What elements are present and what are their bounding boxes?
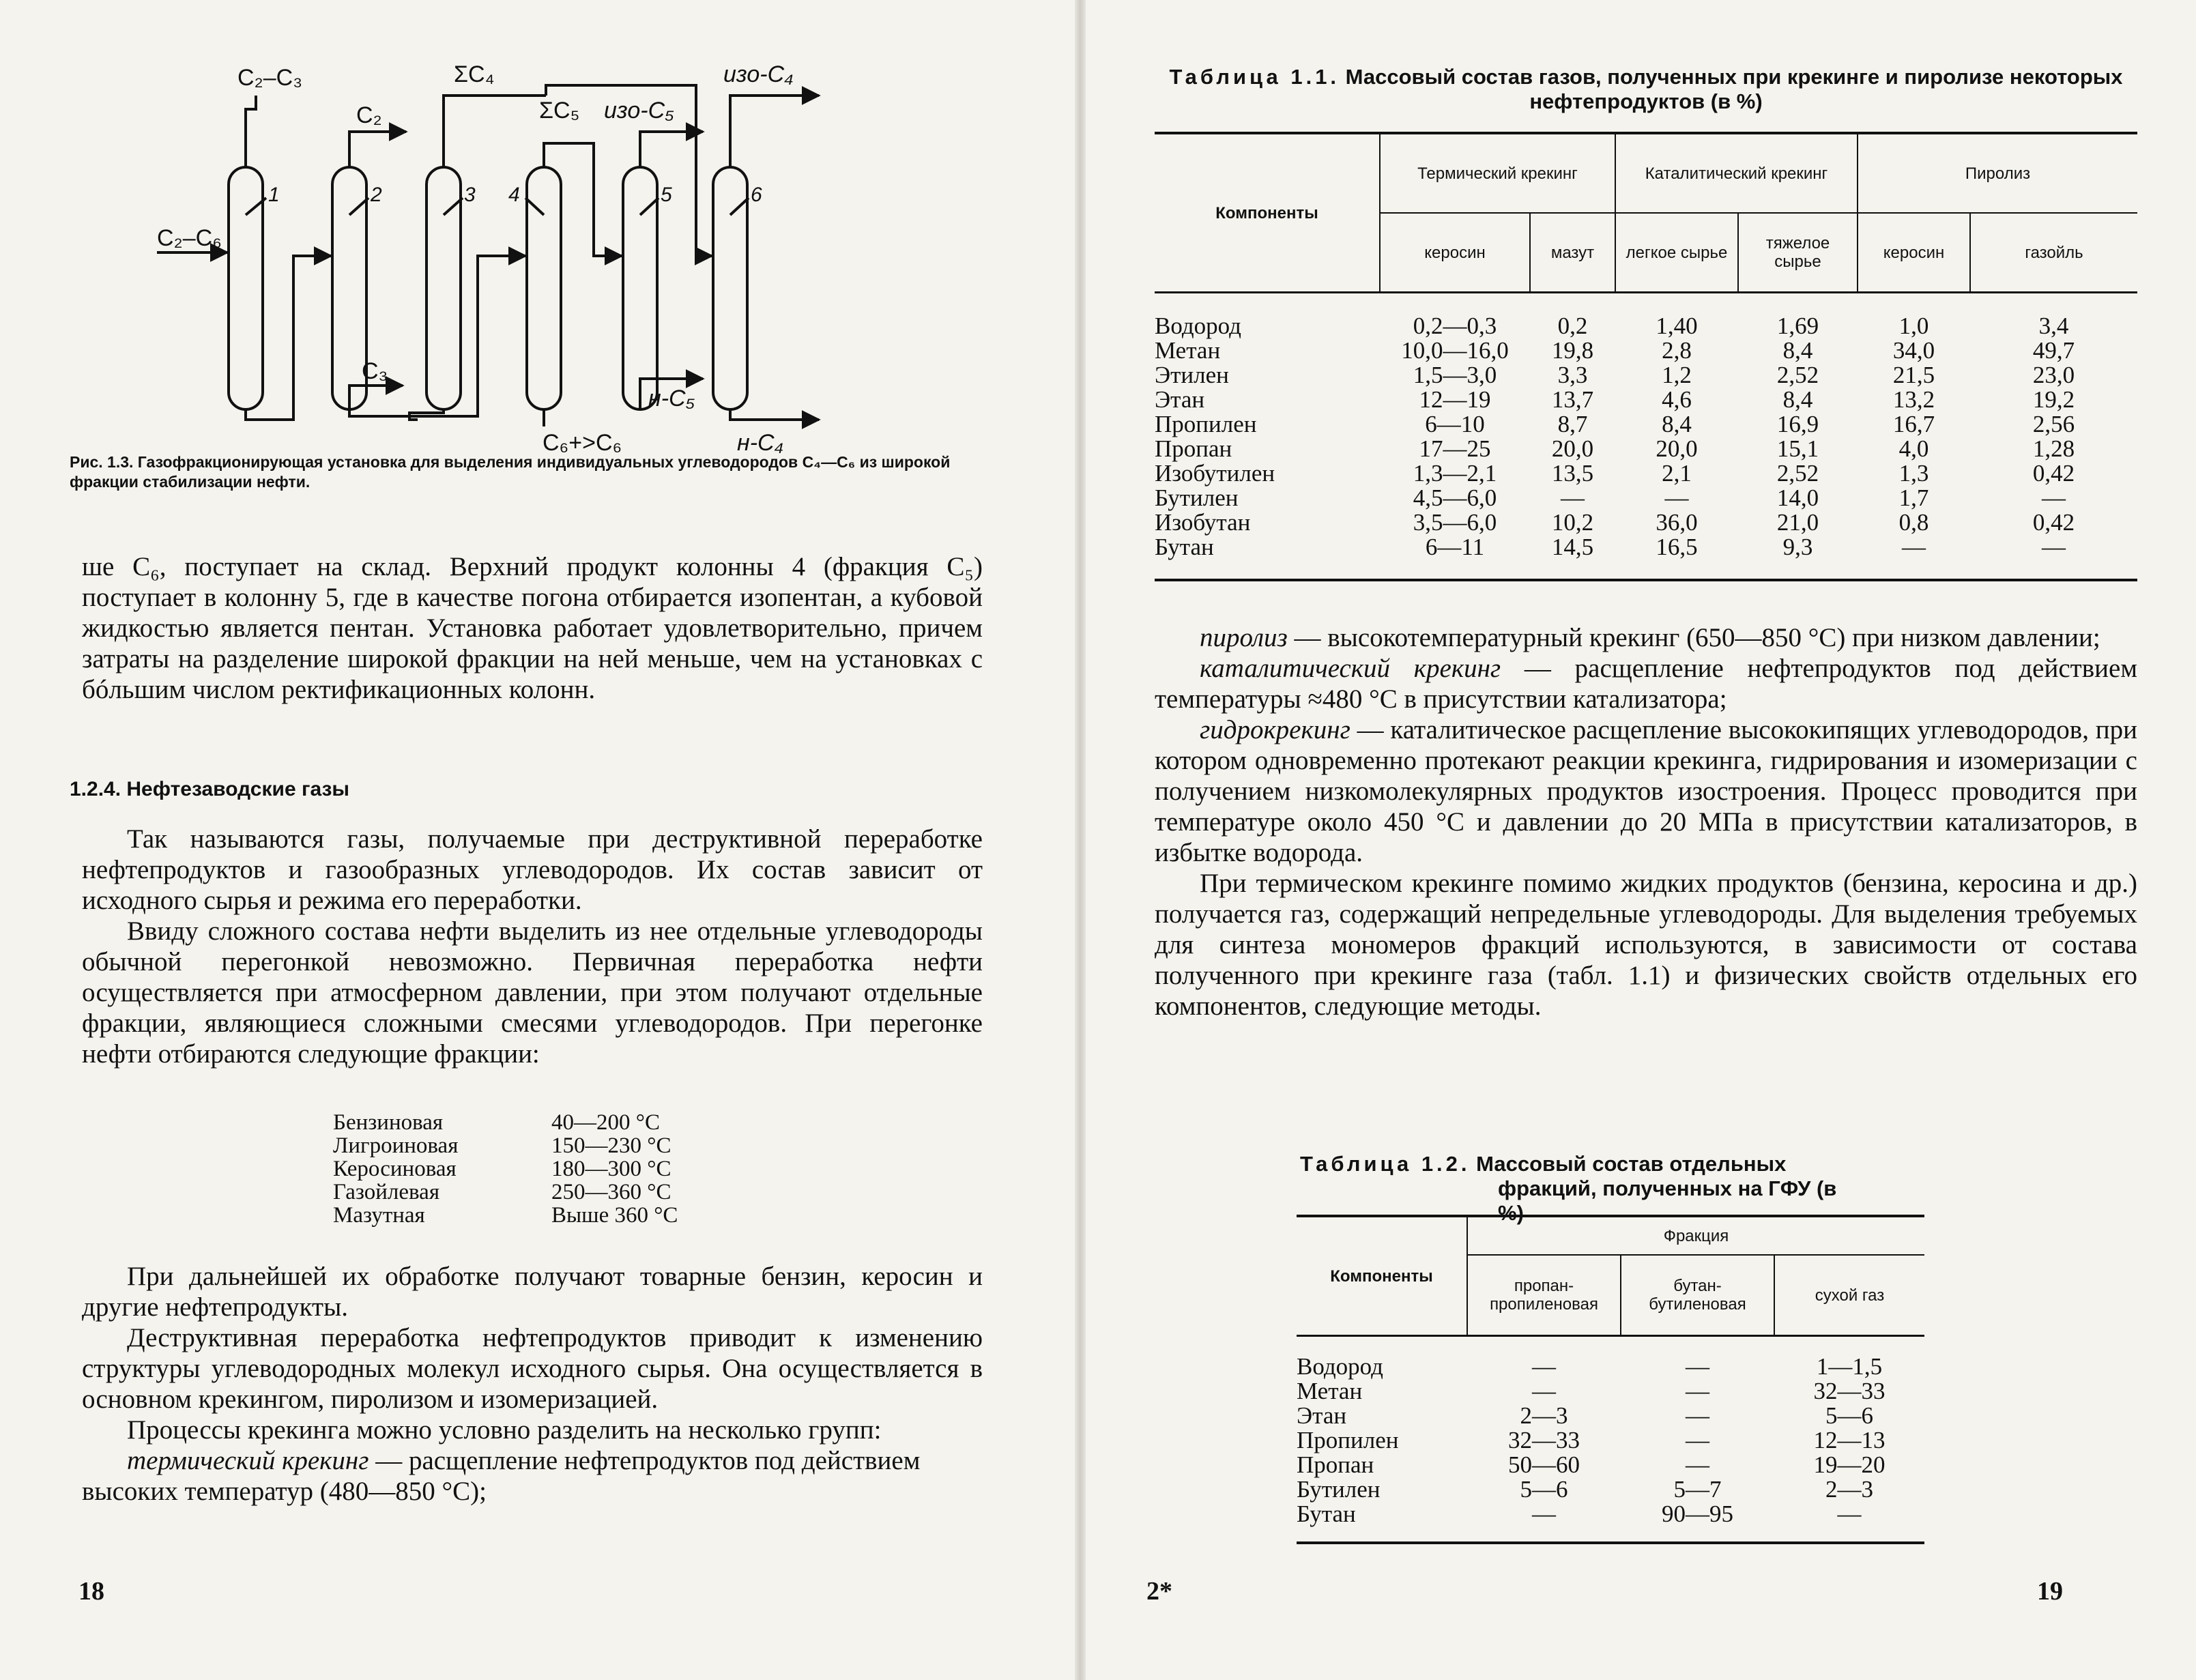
table2-component-cell: Бутан <box>1297 1502 1467 1543</box>
table1-value-cell: 1,0 <box>1898 313 1929 339</box>
term-catalytic-cracking: каталитический крекинг <box>1200 654 1501 683</box>
column-number-4: 4 <box>508 184 520 206</box>
table1-value-cell: 10,0—16,0 <box>1401 337 1509 364</box>
table-2-subheader: пропан-пропиленовая <box>1467 1255 1621 1336</box>
table2-value-cell: 1—1,5 <box>1816 1353 1883 1380</box>
table-1-caption <box>1155 65 2137 114</box>
table1-value-cell: — <box>1970 535 2137 580</box>
table1-row <box>1155 412 2137 437</box>
fraction-range: 250—360 °C <box>551 1180 671 1204</box>
table1-value-cell: 1,69 <box>1776 313 1819 339</box>
table1-value-cell: — <box>1561 484 1585 511</box>
table-1-label: Таблица 1.1. <box>1169 65 1340 89</box>
table2-row <box>1297 1453 1924 1477</box>
label-c2-c3: C₂–C₃ <box>237 65 303 91</box>
term-pyrolysis: пиролиз <box>1200 623 1288 652</box>
table1-component-cell: Метан <box>1155 337 1221 364</box>
table1-value-cell: 1,40 <box>1656 313 1698 339</box>
table-1-header-catalytic: Каталитический крекинг <box>1615 133 1858 213</box>
table1-component-cell: Этан <box>1155 386 1205 413</box>
figure-1-3-diagram <box>136 58 873 457</box>
table1-value-cell: 2,52 <box>1776 362 1819 388</box>
table1-value-cell: 19,8 <box>1551 337 1594 364</box>
fraction-name: Мазутная <box>333 1203 425 1228</box>
table-2-title-line1: Массовый состав отдельных <box>1476 1152 1787 1176</box>
label-n-c4: н-C₄ <box>737 430 784 456</box>
table2-value-cell: 2—3 <box>1825 1476 1873 1503</box>
table-1-subheader: керосин <box>1380 213 1530 293</box>
table1-value-cell: 1,5—3,0 <box>1413 362 1497 388</box>
right-page <box>1092 0 2196 1680</box>
table1-component-cell: Этилен <box>1155 362 1229 388</box>
table1-value-cell: 2,52 <box>1776 460 1819 487</box>
table-1-header-component: Компоненты <box>1155 133 1380 293</box>
table-2-subheader: сухой газ <box>1815 1286 1885 1305</box>
table1-value-cell: 0,2—0,3 <box>1413 313 1497 339</box>
fraction-name: Бензиновая <box>333 1110 444 1135</box>
table2-value-cell: — <box>1686 1378 1709 1404</box>
table1-value-cell: 1,3 <box>1898 460 1929 487</box>
definition-hydrocracking: — каталитическое расщепление высококипящих углеводородов, при котором одновременно протекают реакции крекинга, гидрирования и изомеризации с получением низкомолекулярных продуктов изостроения. Процесс проводится при температуре около 450 °C и давлении до 20 МПа в присутствии катализаторов, в избытке водорода. <box>1155 715 2137 867</box>
fraction-name: Керосиновая <box>333 1157 457 1181</box>
table2-row <box>1297 1336 1924 1380</box>
table1-row <box>1155 363 2137 388</box>
table1-value-cell: 16,7 <box>1892 411 1935 437</box>
table1-value-cell: 0,2 <box>1557 313 1588 339</box>
table1-value-cell: 3,3 <box>1557 362 1588 388</box>
table1-value-cell: 6—10 <box>1425 411 1485 437</box>
section-title: 1.2.4. Нефтезаводские газы <box>70 778 350 800</box>
table-1-header-thermal: Термический крекинг <box>1380 133 1615 213</box>
table1-row <box>1155 510 2137 535</box>
table2-value-cell: — <box>1686 1353 1709 1380</box>
table-1-subheader: легкое сырье <box>1615 213 1738 293</box>
table2-value-cell: 90—95 <box>1621 1502 1774 1543</box>
table1-value-cell: 8,7 <box>1557 411 1588 437</box>
fraction-name: Лигроиновая <box>333 1133 459 1158</box>
table1-value-cell: 13,2 <box>1892 386 1935 413</box>
table2-component-cell: Пропилен <box>1297 1427 1399 1453</box>
label-sum-c5: ΣC₅ <box>539 98 580 124</box>
table1-value-cell: — <box>2042 484 2066 511</box>
table2-row <box>1297 1404 1924 1428</box>
table2-value-cell: — <box>1686 1427 1709 1453</box>
table2-row <box>1297 1477 1924 1502</box>
table1-value-cell: 49,7 <box>2032 337 2075 364</box>
table1-row <box>1155 437 2137 461</box>
table2-value-cell: — <box>1686 1451 1709 1478</box>
table2-component-cell: Пропан <box>1297 1451 1374 1478</box>
table1-value-cell: 15,1 <box>1776 435 1819 462</box>
table2-value-cell: — <box>1774 1502 1924 1543</box>
definition-thermal-cracking: — расщепление нефтепродуктов под действием высоких температур (480—850 °C); <box>82 1446 921 1506</box>
table1-value-cell: 2,56 <box>2032 411 2075 437</box>
table1-value-cell: 0,42 <box>2032 509 2075 536</box>
table1-value-cell: 12—19 <box>1419 386 1491 413</box>
left-page <box>0 0 1085 1680</box>
table2-value-cell: 5—7 <box>1673 1476 1722 1503</box>
paragraph-1: ше C₆, поступает на склад. Верхний продукт колонны 4 (фракция C₅) поступает в колонну 5, где в качестве погона отбирается изопентан, а кубовой жидкостью является пентан. Установка работает удовлетворительно, причем затраты на разделение широкой фракции на ней меньше, чем на установках с бóльшим числом ректификационных колонн. <box>82 552 983 704</box>
table1-value-cell: 8,4 <box>1782 386 1813 413</box>
column-number-2: 2 <box>371 184 382 206</box>
table2-value-cell: — <box>1532 1353 1556 1380</box>
column-number-5: 5 <box>661 184 672 206</box>
table2-value-cell: 50—60 <box>1508 1451 1580 1478</box>
table1-value-cell: 13,7 <box>1551 386 1594 413</box>
table1-value-cell: 8,4 <box>1662 411 1692 437</box>
table1-value-cell: 21,0 <box>1776 509 1819 536</box>
table1-value-cell: 3,5—6,0 <box>1413 509 1497 536</box>
label-c6: C₆+>C₆ <box>543 430 622 456</box>
fractions-ranges <box>551 1111 678 1227</box>
table1-value-cell: 10,2 <box>1551 509 1594 536</box>
table2-value-cell: 12—13 <box>1813 1427 1886 1453</box>
table1-value-cell: 4,5—6,0 <box>1413 484 1497 511</box>
table2-value-cell: 2—3 <box>1520 1402 1568 1429</box>
fraction-range: Выше 360 °C <box>551 1203 678 1228</box>
table2-value-cell: — <box>1467 1502 1621 1543</box>
table1-value-cell: 4,0 <box>1898 435 1929 462</box>
table-1-subheader: мазут <box>1530 213 1615 293</box>
table1-value-cell: 1,2 <box>1662 362 1692 388</box>
fraction-range: 40—200 °C <box>551 1110 660 1135</box>
signature-mark: 2* <box>1146 1577 1172 1606</box>
label-c3: C₃ <box>362 358 388 384</box>
table2-row <box>1297 1379 1924 1404</box>
figure-caption: Рис. 1.3. Газофракционирующая установка для выделения индивидуальных углеводородов C₄—C₆ из широкой фракции стабилизации нефти. <box>70 453 951 491</box>
table1-value-cell: 0,8 <box>1898 509 1929 536</box>
table1-value-cell: 19,2 <box>2032 386 2075 413</box>
label-izo-c4: изо-C₄ <box>723 61 794 87</box>
table-2-subheader: бутан-бутиленовая <box>1621 1255 1774 1336</box>
table2-value-cell: 5—6 <box>1825 1402 1873 1429</box>
table1-value-cell: 21,5 <box>1892 362 1935 388</box>
table2-component-cell: Этан <box>1297 1402 1347 1429</box>
table-2-title-line2: фракций, полученных на ГФУ (в %) <box>1498 1176 1837 1225</box>
page-number-right: 19 <box>2037 1577 2063 1606</box>
table1-row <box>1155 338 2137 363</box>
definitions <box>1155 622 2137 1022</box>
label-n-c5: н-C₅ <box>648 386 695 411</box>
table1-value-cell: 2,1 <box>1662 460 1692 487</box>
table1-value-cell: 34,0 <box>1892 337 1935 364</box>
table2-component-cell: Метан <box>1297 1378 1363 1404</box>
column-number-3: 3 <box>464 184 476 206</box>
label-izo-c5: изо-C₅ <box>604 98 674 124</box>
table2-value-cell: 32—33 <box>1508 1427 1580 1453</box>
table-1-header-pyrolysis: Пиролиз <box>1858 133 2137 213</box>
table1-component-cell: Водород <box>1155 313 1241 339</box>
table1-value-cell: — <box>1858 535 1970 580</box>
table1-component-cell: Пропилен <box>1155 411 1257 437</box>
term-hydrocracking: гидрокрекинг <box>1200 715 1350 744</box>
table2-value-cell: — <box>1532 1378 1556 1404</box>
table1-row <box>1155 461 2137 486</box>
table1-value-cell: 2,8 <box>1662 337 1692 364</box>
table-2-header-fraction: Фракция <box>1467 1216 1924 1255</box>
table1-row <box>1155 293 2137 339</box>
table1-value-cell: 3,4 <box>2038 313 2069 339</box>
page-number-left: 18 <box>78 1577 104 1606</box>
table2-row <box>1297 1502 1924 1543</box>
column-number-1: 1 <box>268 184 280 206</box>
table1-value-cell: 14,5 <box>1530 535 1615 580</box>
table2-component-cell: Водород <box>1297 1353 1383 1380</box>
table1-value-cell: 1,3—2,1 <box>1413 460 1497 487</box>
definition-pyrolysis: — высокотемпературный крекинг (650—850 °C) при низком давлении; <box>1294 623 2100 652</box>
table-1-title: Массовый состав газов, полученных при крекинге и пиролизе некоторых нефтепродуктов (в %) <box>1345 65 2123 113</box>
table-1-subheader: газойль <box>2025 243 2083 262</box>
table-1-subheader: керосин <box>1858 213 1970 293</box>
paragraph-3: При дальнейшей их обработке получают товарные бензин, керосин и другие нефтепродукты. Деструктивная переработка нефтепродуктов приводит к изменению структуры углеводородных молекул исходного сырья. Она осуществляется в основном крекингом, пиролизом и изомеризацией. Процессы крекинга можно условно разделить на несколько групп: термический крекинг — расщепление нефтепродуктов под действием высоких температур (480—850 °C); <box>82 1262 983 1506</box>
label-feed-c2-c6: C₂–C₆ <box>157 225 222 251</box>
table1-value-cell: 9,3 <box>1738 535 1858 580</box>
table2-component-cell: Бутилен <box>1297 1476 1381 1503</box>
table1-value-cell: 1,7 <box>1898 484 1929 511</box>
table1-value-cell: 17—25 <box>1419 435 1491 462</box>
table2-value-cell: 32—33 <box>1813 1378 1886 1404</box>
table1-value-cell: 6—11 <box>1380 535 1530 580</box>
label-c2: C₂ <box>356 102 382 128</box>
table1-value-cell: 0,42 <box>2032 460 2075 487</box>
table1-component-cell: Бутан <box>1155 535 1380 580</box>
paragraph-2: Так называются газы, получаемые при деструктивной переработке нефтепродуктов и газообразных углеводородов. Их состав зависит от исходного сырья и режима его переработки. Ввиду сложного состава нефти выделить из нее отдельные углеводороды обычной перегонкой невозможно. Первичная переработка нефти осуществляется при атмосферном давлении, при этом получают отдельные фракции, являющиеся сложными смесями углеводородов. При перегонке нефти отбираются следующие фракции: <box>82 824 983 1069</box>
term-thermal-cracking: термический крекинг <box>127 1446 369 1475</box>
table1-row <box>1155 388 2137 412</box>
table1-value-cell: 4,6 <box>1662 386 1692 413</box>
paragraph-methods: При термическом крекинге помимо жидких продуктов (бензина, керосина и др.) получается газ, содержащий непредельные углеводороды. Для выделения требуемых для синтеза мономеров фракций используются, в зависимости от состава полученного при крекинге газа (табл. 1.1) и физических свойств отдельных его компонентов, следующие методы. <box>1155 869 2137 1021</box>
table1-value-cell: 16,9 <box>1776 411 1819 437</box>
table1-row <box>1155 535 2137 580</box>
definition-catalytic-cracking: — расщепление нефтепродуктов под действием температуры ≈480 °C в присутствии катализатора; <box>1155 654 2137 714</box>
table1-value-cell: 20,0 <box>1551 435 1594 462</box>
table1-component-cell: Пропан <box>1155 435 1232 462</box>
table1-value-cell: 1,28 <box>2032 435 2075 462</box>
table1-value-cell: 13,5 <box>1551 460 1594 487</box>
fraction-name: Газойлевая <box>333 1180 439 1204</box>
table2-value-cell: — <box>1686 1402 1709 1429</box>
table1-component-cell: Изобутилен <box>1155 460 1275 487</box>
table-1-subheader: тяжелое сырье <box>1738 213 1858 293</box>
table1-value-cell: 8,4 <box>1782 337 1813 364</box>
table2-value-cell: 5—6 <box>1520 1476 1568 1503</box>
table1-value-cell: 20,0 <box>1656 435 1698 462</box>
table1-component-cell: Бутилен <box>1155 484 1239 511</box>
table1-component-cell: Изобутан <box>1155 509 1251 536</box>
table1-row <box>1155 486 2137 510</box>
table-2-header-component: Компоненты <box>1297 1216 1467 1336</box>
table1-value-cell: 23,0 <box>2032 362 2075 388</box>
column-number-6: 6 <box>751 184 762 206</box>
fractions-list <box>333 1111 458 1227</box>
fraction-range: 180—300 °C <box>551 1157 671 1181</box>
table2-value-cell: 19—20 <box>1813 1451 1886 1478</box>
table-1 <box>1155 132 2137 581</box>
table-2 <box>1297 1215 1924 1544</box>
table1-value-cell: 14,0 <box>1776 484 1819 511</box>
fraction-range: 150—230 °C <box>551 1133 671 1158</box>
table1-value-cell: 36,0 <box>1656 509 1698 536</box>
table1-value-cell: 16,5 <box>1615 535 1738 580</box>
table2-row <box>1297 1428 1924 1453</box>
table1-value-cell: — <box>1664 484 1689 511</box>
table-2-label: Таблица 1.2. <box>1300 1152 1471 1176</box>
label-sum-c4: ΣC₄ <box>454 61 495 87</box>
